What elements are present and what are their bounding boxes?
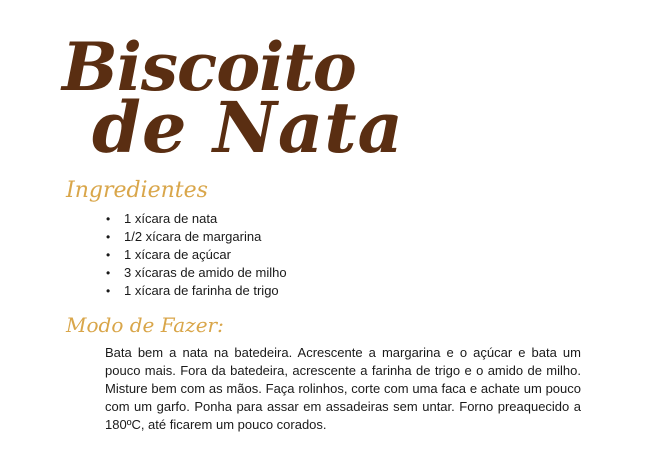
method-heading: Modo de Fazer: — [66, 313, 224, 337]
method-instructions: Bata bem a nata na batedeira. Acrescente a margarina e o açúcar e bata um pouco mais. Fora da batedeira, acrescente a farinha de trigo e o amido de milho. Misture bem com as mãos. Faça rolinhos, corte com uma faca e achate um pouco com um garfo. Ponha para assar em assadeiras sem untar. Forno preaquecido a 180ºC, até ficarem um pouco corados. — [105, 345, 581, 432]
recipe-title-line-2: de Nata — [92, 86, 404, 169]
ingredients-list — [104, 210, 287, 300]
recipe-title-line-1: Biscoito — [62, 28, 356, 106]
ingredient-item: • 1 xícara de açúcar — [104, 246, 287, 264]
ingredient-item: • 1 xícara de farinha de trigo — [104, 282, 287, 300]
ingredients-heading: Ingredientes — [66, 178, 208, 203]
ingredient-item: • 1 xícara de nata — [104, 210, 287, 228]
ingredient-item: • 1/2 xícara de margarina — [104, 228, 287, 246]
ingredient-item: • 3 xícaras de amido de milho — [104, 264, 287, 282]
